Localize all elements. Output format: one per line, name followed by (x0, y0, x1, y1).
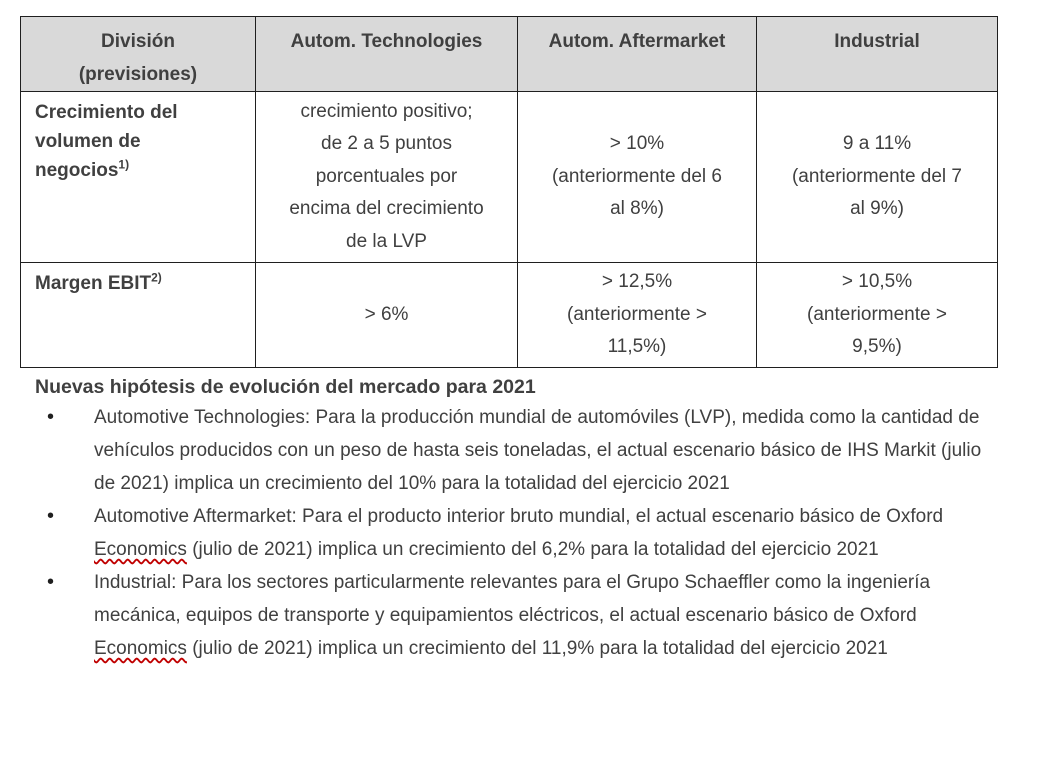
list-item-text: Industrial: Para los sectores particularmente relevantes para el Grupo Schaeffler como la ingeniería mecánica, equipos de transporte y equipamientos eléctricos, el actual escenario básico de Oxford (94, 572, 931, 626)
cell-ebit-aftermarket (518, 263, 757, 368)
bullet-icon: • (47, 505, 55, 527)
table-row (21, 263, 998, 368)
cell-line: (anteriormente del 7 (791, 165, 963, 187)
cell-line: de 2 a 5 puntos (321, 133, 452, 155)
cell-line: (anteriormente del 6 (551, 165, 723, 187)
cell-line: encima del crecimiento (289, 198, 484, 220)
header-line: División (101, 31, 175, 52)
cell-line: (anteriormente > (807, 303, 947, 325)
list-item-text: (julio de 2021) implica un crecimiento del 11,9% para la totalidad del ejercicio 2021 (186, 638, 888, 659)
cell-growth-technologies (256, 92, 518, 263)
hypotheses-list (35, 401, 995, 665)
spellcheck-word[interactable]: Economics (94, 539, 187, 560)
cell-line: (anteriormente > (567, 303, 707, 325)
cell-line: de la LVP (346, 230, 427, 252)
cell-line: 9,5%) (852, 336, 902, 358)
cell-growth-industrial (757, 92, 998, 263)
header-autom-technologies (256, 17, 518, 92)
footnote-marker: 2) (151, 270, 162, 285)
row-label-line: Crecimiento del (35, 102, 178, 123)
footnote-marker: 1) (118, 157, 130, 172)
cell-line: al 8%) (610, 198, 664, 220)
list-item (35, 566, 995, 665)
table-row (21, 92, 998, 263)
cell-line: > 6% (364, 303, 409, 325)
row-label-text: Margen EBIT (35, 273, 152, 294)
cell-line: > 10% (609, 133, 665, 155)
cell-line: > 12,5% (601, 271, 673, 293)
spellcheck-word[interactable]: Economics (94, 638, 187, 659)
list-item (35, 401, 995, 500)
forecast-table (20, 16, 998, 368)
header-division (21, 17, 256, 92)
cell-line: 9 a 11% (842, 133, 912, 155)
hypotheses-title: Nuevas hipótesis de evolución del mercado para 2021 (35, 376, 536, 398)
header-line: (previsiones) (78, 63, 198, 85)
list-item-text: Automotive Technologies: Para la producción mundial de automóviles (LVP), medida como la cantidad de vehículos producidos con un peso de hasta seis toneladas, el actual escenario básico de IHS Markit (julio de 2021) implica un crecimiento del 10% para la totalidad del ejercicio 2021 (94, 407, 982, 494)
cell-ebit-technologies (256, 263, 518, 368)
bullet-icon: • (47, 406, 55, 428)
header-line: Industrial (834, 31, 920, 52)
cell-ebit-industrial (757, 263, 998, 368)
row-label-line: volumen de (35, 131, 141, 152)
cell-line: > 10,5% (841, 271, 913, 293)
list-item-text: (julio de 2021) implica un crecimiento del 6,2% para la totalidad del ejercicio 2021 (186, 539, 879, 560)
cell-line: porcentuales por (315, 165, 458, 187)
header-line: Autom. Technologies (290, 31, 483, 52)
header-line: Autom. Aftermarket (548, 31, 726, 52)
header-autom-aftermarket (518, 17, 757, 92)
header-industrial (757, 17, 998, 92)
table-header-row (21, 17, 998, 92)
cell-line: 11,5%) (607, 336, 667, 358)
row-label-line (35, 156, 249, 185)
list-item (35, 500, 995, 566)
row-label-ebit (21, 263, 256, 368)
row-label-line (35, 269, 249, 298)
bullet-icon: • (47, 571, 55, 593)
row-label-text: negocios (35, 160, 119, 181)
list-item-text: Automotive Aftermarket: Para el producto interior bruto mundial, el actual escenario básico de Oxford (94, 506, 944, 527)
cell-growth-aftermarket (518, 92, 757, 263)
row-label-growth (21, 92, 256, 263)
cell-line: crecimiento positivo; (300, 100, 473, 122)
cell-line: al 9%) (850, 198, 904, 220)
